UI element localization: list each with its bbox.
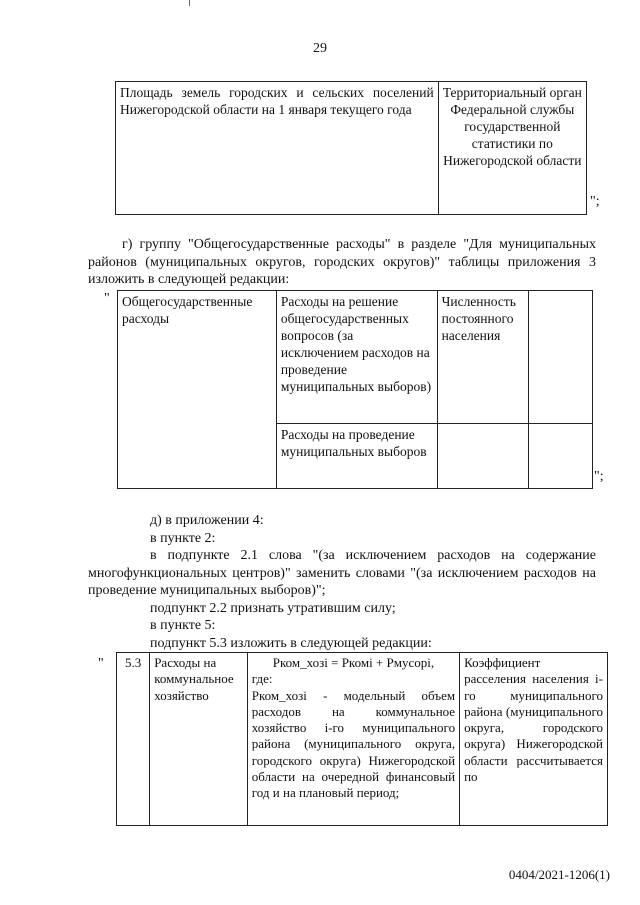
paragraph-sub22: подпункт 2.2 признать утратившим силу; (150, 600, 396, 616)
table3-cell-coef (460, 653, 608, 826)
table1-indicator-text: Площадь земель городских и сельских поселений Нижегородской области на 1 января текущего года (120, 85, 434, 117)
paragraph-point5: в пункте 5: (150, 618, 216, 633)
paragraph-g: г) группу "Общегосударственные расходы" в разделе "Для муниципальных районов (муниципальных округов, городских округов)" таблицы приложения 3 изложить в следующей редакции: (88, 237, 596, 287)
table2-cell-row2 (276, 424, 437, 489)
table1-source-text: Территориальный орган Федеральной службы государственной статистики по Нижегородской области (442, 85, 582, 168)
table-communal-expenses (116, 652, 608, 826)
table3-cell-name (150, 653, 248, 826)
paragraph-point2: в пункте 2: (150, 530, 216, 546)
table3-num-text: 5.3 (124, 655, 142, 670)
table2-indicator-text: Численность постоянного населения (441, 294, 516, 343)
paragraph-d: д) в приложении 4: (150, 513, 264, 528)
table1-cell-source (438, 82, 586, 215)
paragraph-sub21: в подпункте 2.1 слова "(за исключением расходов на содержание многофункциональных центров)" заменить словами "(за исключением расходов на проведение муниципальных выборов)"; (88, 548, 596, 598)
table2-cell-indicator (437, 291, 528, 424)
table3-name-text: Расходы на коммунальное хозяйство (154, 655, 234, 703)
table3-coef-text: Коэффициент расселения населения i-го муниципального района (муниципального округа, городского округа) Нижегородской области рассчитывается по (464, 655, 603, 785)
table3-cell-formula (247, 653, 459, 826)
document-id: 0404/2021-1206(1) (508, 867, 610, 882)
table2-cell-empty2 (437, 424, 528, 489)
table2-open-quote: " (104, 291, 110, 306)
table2-cell-empty1 (528, 291, 593, 424)
table2-name-text: Общегосударственные расходы (122, 294, 253, 326)
table1-cell-indicator (116, 82, 439, 215)
paragraph-sub53: подпункт 5.3 изложить в следующей редакции: (150, 635, 432, 651)
table3-open-quote: " (98, 656, 104, 671)
page-number: 29 (313, 41, 327, 56)
table-population-area (115, 81, 587, 215)
table2-row2-text: Расходы на проведение муниципальных выборов (280, 427, 427, 459)
table2-close-quote: "; (594, 469, 604, 484)
table2-row1-text: Расходы на решение общегосударственных вопросов (за исключением расходов на проведение муниципальных выборов) (280, 294, 432, 394)
paras-block (88, 512, 596, 652)
table2-cell-row1 (276, 291, 437, 424)
table2-cell-name (118, 291, 277, 489)
table3-where: где: (251, 671, 273, 687)
table-general-expenses (117, 290, 593, 489)
scan-mark (189, 0, 190, 6)
table3-formula: Pком_хозi = Pкомi + Pмусорi, (272, 655, 435, 670)
table1-close-quote: "; (590, 194, 600, 209)
table2-cell-empty3 (528, 424, 593, 489)
table3-cell-num (117, 653, 150, 826)
table3-desc: Pком_хозi - модельный объем расходов на коммунальное хозяйство i-го муниципального района (муниципального округа, городского округа) Нижегородской области на очередной финансовый год и на плановый период; (251, 687, 456, 801)
